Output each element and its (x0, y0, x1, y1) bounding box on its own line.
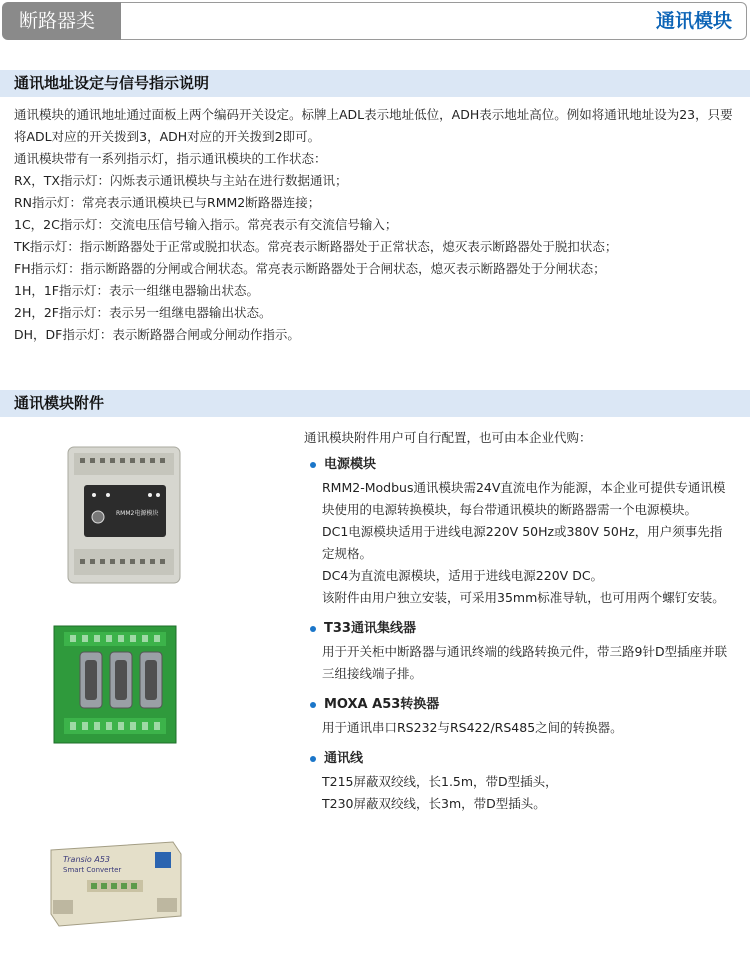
item-title: 电源模块 (324, 457, 377, 472)
item-line: 用于通讯串口RS232与RS422/RS485之间的转换器。 (322, 720, 623, 735)
item-line: RMM2-Modbus通讯模块需24V直流电作为能源，本企业可提供专通讯模块使用的电源转换模块，每台带通讯模块的断路器需一个电源模块。 (322, 480, 726, 517)
paragraph: 通讯模块带有一系列指示灯，指示通讯模块的工作状态： (14, 151, 327, 166)
item-line: DC1电源模块适用于进线电源220V 50Hz或380V 50Hz，用户须事先指定规格。 (322, 524, 723, 561)
item-line: DC4为直流电源模块，适用于进线电源220V DC。 (322, 568, 604, 583)
converter-subtitle: Smart Converter (63, 866, 122, 874)
paragraph: RN指示灯：常亮表示通讯模块已与RMM2断路器连接； (14, 195, 321, 210)
accessories-description (304, 427, 734, 815)
paragraph: FH指示灯：指示断路器的分闸或合闸状态。常亮表示断路器处于合闸状态，熄灭表示断路器处于分闸状态； (14, 261, 606, 276)
list-item-converter (304, 693, 734, 739)
section-title: 通讯地址设定与信号指示说明 (14, 74, 210, 92)
section-bar-address (0, 70, 750, 97)
module-label: RMM2电源模块 (116, 510, 159, 517)
converter-brand: Transio A53 (63, 855, 111, 864)
hub-t33-image (50, 622, 180, 747)
bullet-icon (310, 462, 316, 468)
page-header (0, 0, 750, 40)
section-title: 通讯模块附件 (14, 394, 105, 412)
list-item-hub (304, 617, 734, 685)
list-item-cable (304, 747, 734, 815)
logo-icon (155, 852, 171, 868)
paragraph: 1C，2C指示灯：交流电压信号输入指示。常亮表示有交流信号输入； (14, 217, 398, 232)
bullet-icon (310, 702, 316, 708)
accessories-intro: 通讯模块附件用户可自行配置，也可由本企业代购： (304, 430, 592, 445)
bullet-icon (310, 626, 316, 632)
section-bar-accessories (0, 390, 750, 417)
page-title: 通讯模块 (655, 10, 732, 32)
address-description (14, 104, 736, 346)
item-title: MOXA A53转换器 (324, 697, 440, 712)
power-module-image (64, 445, 184, 585)
item-line: 用于开关柜中断路器与通讯终端的线路转换元件，带三路9针D型插座并联三组接线端子排。 (322, 644, 728, 681)
item-line: T230屏蔽双绞线，长3m，带D型插头。 (322, 796, 546, 811)
paragraph: TK指示灯：指示断路器处于正常或脱扣状态。常亮表示断路器处于正常状态，熄灭表示断路器处于脱扣状态； (14, 239, 618, 254)
item-line: 该附件由用户独立安装，可采用35mm标准导轨，也可用两个螺钉安装。 (322, 590, 725, 605)
category-label: 断路器类 (2, 2, 121, 40)
paragraph: 1H，1F指示灯：表示一组继电器输出状态。 (14, 283, 259, 298)
list-item-power-module (304, 453, 734, 609)
item-line: T215屏蔽双绞线，长1.5m，带D型插头， (322, 774, 558, 789)
title-box (121, 2, 747, 40)
item-title: T33通讯集线器 (324, 621, 416, 636)
paragraph: 2H，2F指示灯：表示另一组继电器输出状态。 (14, 305, 272, 320)
paragraph: DH，DF指示灯：表示断路器合闸或分闸动作指示。 (14, 327, 300, 342)
bullet-icon (310, 756, 316, 762)
converter-a53-image (45, 840, 185, 930)
item-title: 通讯线 (324, 751, 364, 766)
paragraph: RX，TX指示灯：闪烁表示通讯模块与主站在进行数据通讯； (14, 173, 348, 188)
paragraph: 通讯模块的通讯地址通过面板上两个编码开关设定。标牌上ADL表示地址低位，ADH表示地址高位。例如将通讯地址设为23，只要将ADL对应的开关拨到3，ADH对应的开关拨到2即可。 (14, 107, 733, 144)
